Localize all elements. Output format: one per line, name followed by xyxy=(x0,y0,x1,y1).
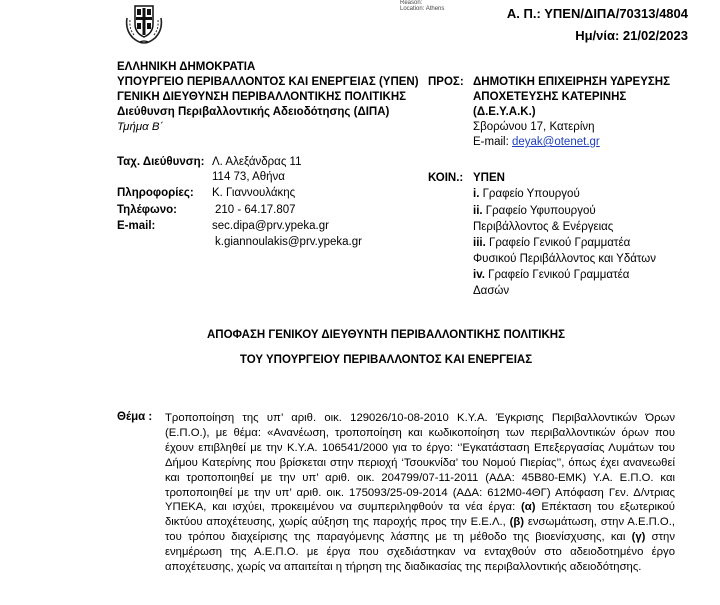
recipient-email-label: E-mail: xyxy=(473,136,512,148)
subject-part2: Επέκταση του εξωτερικού δικτύου αποχέτευσης, χωρίς αύξηση της παροχής προς την Ε.Ε.Λ., xyxy=(165,501,675,529)
cc-item xyxy=(473,187,580,202)
recipient-email-link[interactable]: deyak@otenet.gr xyxy=(511,136,600,148)
recipient-label: ΠΡΟΣ: xyxy=(428,76,464,88)
sender-country: ΕΛΛΗΝΙΚΗ ΔΗΜΟΚΡΑΤΙΑ xyxy=(117,61,256,73)
decision-title-line1: ΑΠΟΦΑΣΗ ΓΕΝΙΚΟΥ ΔΙΕΥΘΥΝΤΗ ΠΕΡΙΒΑΛΛΟΝΤΙΚΗΣ ΠΟΛΙΤΙΚΗΣ xyxy=(207,329,565,341)
subject-item-b: (β) xyxy=(509,516,525,529)
cc-header: ΥΠΕΝ xyxy=(473,172,505,184)
digital-signature-box xyxy=(400,0,480,14)
protocol-number: Α. Π.: ΥΠΕΝ/ΔΙΠΑ/70313/4804 xyxy=(506,6,688,21)
recipient-line2: ΑΠΟΧΕΤΕΥΣΗΣ ΚΑΤΕΡΙΝΗΣ xyxy=(473,91,627,103)
cc-item-line2: Περιβάλλοντος & Ενέργειας xyxy=(473,221,614,233)
info-label: Πληροφορίες: xyxy=(117,187,194,199)
sender-general-directorate: ΓΕΝΙΚΗ ΔΙΕΥΘΥΝΣΗ ΠΕΡΙΒΑΛΛΟΝΤΙΚΗΣ ΠΟΛΙΤΙΚΗΣ xyxy=(117,91,407,103)
email-address-1[interactable]: sec.dipa@prv.ypeka.gr xyxy=(212,220,329,232)
cc-item-line1: Γραφείο Υπουργού xyxy=(482,188,580,200)
cc-item-line2: Δασών xyxy=(473,285,510,297)
cc-item-number: iii. xyxy=(473,237,486,249)
subject-item-c: (γ) xyxy=(631,531,646,544)
address-line1: Λ. Αλεξάνδρας 11 xyxy=(212,156,302,168)
subject-part4: στην ενημέρωση της Α.Ε.Π.Ο. με έργα που σχεδιάστηκαν να ενταχθούν στο αδειοδοτημένο έργο αποχέτευσης, χωρίς να απαιτείται η τήρηση της διαδικασίας της περιβαλλοντικής αδειοδότησης. xyxy=(165,531,675,574)
cc-label: ΚΟΙΝ.: xyxy=(428,172,464,184)
cc-item xyxy=(473,204,596,219)
cc-item xyxy=(473,236,630,251)
cc-item-number: i. xyxy=(473,188,480,200)
info-value: Κ. Γιαννουλάκης xyxy=(212,187,296,199)
recipient-block xyxy=(473,75,670,150)
subject-part1: Τροποποίηση της υπ’ αριθ. οικ. 129026/10-08-2010 Κ.Υ.Α. Έγκρισης Περιβαλλοντικών Όρων (Ε.Π.Ο.), με θέμα: «Ανανέωση, τροποποίηση και κωδικοποίηση των περιβαλλοντικών όρων που έχουν επιβληθεί με την Κ.Υ.Α. 106541/2000 για το έργο: ‘’Εγκατάσταση Επεξεργασίας Λυμάτων του Δήμου Κατερίνης που βρίσκεται στην περιοχή ‘Τσουκνίδα’ του Νομού Πιερίας’’, όπως έχει ανανεωθεί και τροποποιηθεί με την υπ’ αριθ. οικ. 204799/07-11-2011 (ΑΔΑ: 45Β80-ΕΜΚ) Υ.Α. Ε.Π.Ο. και τροποποιηθεί με την υπ’ αριθ. οικ. 175093/25-09-2014 (ΑΔΑ: 612Μ0-4ΘΓ) Απόφαση Γεν. Δ/ντριας ΥΠΕΚΑ, και ισχύει, προκειμένου να συμπεριληφθούν τα νέα έργα: xyxy=(165,412,675,514)
decision-title-line2: ΤΟΥ ΥΠΟΥΡΓΕΙΟΥ ΠΕΡΙΒΑΛΛΟΝΤΟΣ ΚΑΙ ΕΝΕΡΓΕΙΑΣ xyxy=(239,354,533,366)
subject-label: Θέμα : xyxy=(117,411,153,423)
recipient-line3: (Δ.Ε.Υ.Α.Κ.) xyxy=(473,106,536,118)
sender-department: Τμήμα Β΄ xyxy=(117,121,164,133)
cc-item xyxy=(473,268,629,283)
sender-directorate: Διεύθυνση Περιβαλλοντικής Αδειοδότησης (ΔΙΠΑ) xyxy=(117,106,390,118)
address-label: Ταχ. Διεύθυνση: xyxy=(117,156,205,168)
sender-ministry: ΥΠΟΥΡΓΕΙΟ ΠΕΡΙΒΑΛΛΟΝΤΟΣ ΚΑΙ ΕΝΕΡΓΕΙΑΣ (ΥΠΕΝ) xyxy=(117,76,419,88)
sender-block xyxy=(117,60,419,135)
address-line2: 114 73, Αθήνα xyxy=(212,171,285,183)
cc-item-line1: Γραφείο Υφυπουργού xyxy=(485,205,596,217)
recipient-line1: ΔΗΜΟΤΙΚΗ ΕΠΙΧΕΙΡΗΣΗ ΥΔΡΕΥΣΗΣ xyxy=(473,76,671,88)
subject-part3: ενσωμάτωση, στην Α.Ε.Π.Ο., του τρόπου διαχείρισης της παραγόμενης λάσπης με τη μέθοδο της βιοενίσχυσης, και xyxy=(165,516,675,544)
subject-item-a: (α) xyxy=(521,501,536,514)
recipient-address: Σβορώνου 17, Κατερίνη xyxy=(473,121,595,133)
recipient-email-row xyxy=(473,135,670,150)
cc-item-number: iv. xyxy=(473,269,485,281)
phone-label: Τηλέφωνο: xyxy=(117,204,177,216)
signature-location: Location: Athens xyxy=(400,6,445,12)
signature-reason: Reason: xyxy=(400,0,423,6)
phone-value: 210 - 64.17.807 xyxy=(215,204,296,216)
protocol-date: Ημ/νία: 21/02/2023 xyxy=(575,28,688,43)
email-label: E-mail: xyxy=(117,220,156,232)
cc-item-line1: Γραφείο Γενικού Γραμματέα xyxy=(488,269,630,281)
cc-item-line1: Γραφείο Γενικού Γραμματέα xyxy=(488,237,631,249)
greek-coat-of-arms-icon xyxy=(123,0,165,44)
cc-item-number: ii. xyxy=(473,205,483,217)
email-address-2[interactable]: k.giannoulakis@prv.ypeka.gr xyxy=(215,236,362,248)
subject-text xyxy=(165,411,675,575)
cc-item-line2: Φυσικού Περιβάλλοντος και Υδάτων xyxy=(473,253,657,265)
